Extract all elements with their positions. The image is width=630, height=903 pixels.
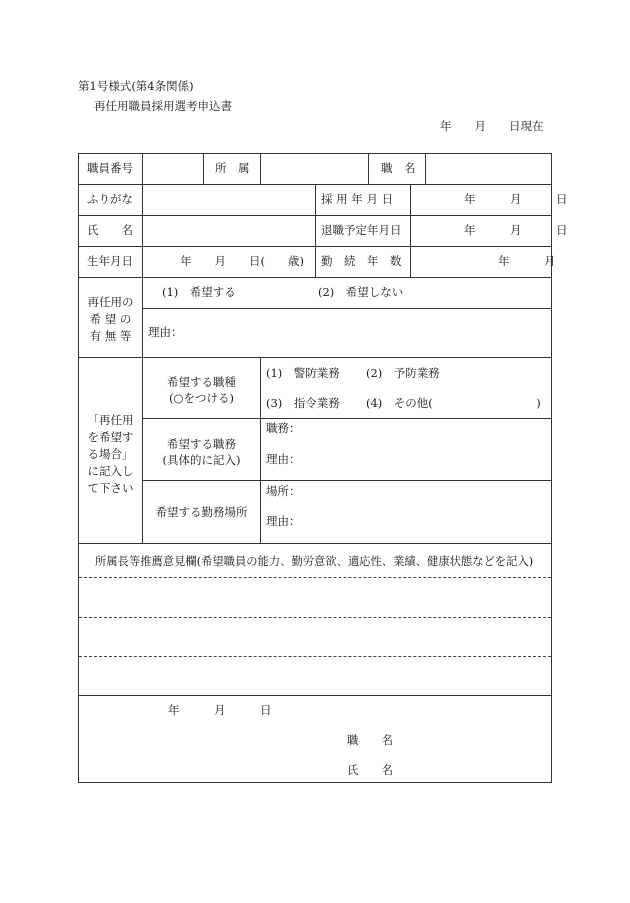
furigana-label: ふりがな bbox=[87, 192, 133, 206]
service-years-value: 年 月 bbox=[498, 254, 556, 268]
birthdate-label: 生年月日 bbox=[87, 254, 133, 268]
retire-date-label: 退職予定年月日 bbox=[321, 223, 402, 237]
place-field-label: 場所： bbox=[266, 484, 301, 498]
wish-option-yes: (1) 希望する bbox=[162, 285, 236, 299]
job-option-other: (4) その他( ) bbox=[366, 396, 541, 410]
place-reason-label: 理由： bbox=[266, 514, 301, 528]
form-number: 第1号様式(第4条関係) bbox=[78, 79, 194, 93]
as-of-date: 年 月 日現在 bbox=[440, 119, 544, 133]
hire-date-value: 年 月 日 bbox=[464, 192, 568, 206]
job-option-dispatch: (3) 指令業務 bbox=[266, 396, 340, 410]
retire-date-value: 年 月 日 bbox=[464, 223, 568, 237]
signature-name: 氏 名 bbox=[347, 763, 393, 777]
job-type-label: 希望する職種 (○をつける) bbox=[167, 375, 236, 405]
dept-label: 所 属 bbox=[215, 161, 250, 175]
wish-reason-label: 理由： bbox=[148, 325, 183, 339]
signature-position: 職 名 bbox=[347, 733, 393, 747]
job-option-prevention: (2) 予防業務 bbox=[366, 366, 440, 380]
wish-option-no: (2) 希望しない bbox=[318, 285, 404, 299]
position-label: 職 名 bbox=[381, 161, 416, 175]
employee-no-label: 職員番号 bbox=[87, 161, 133, 175]
job-option-fire-defense: (1) 警防業務 bbox=[266, 366, 340, 380]
work-place-label: 希望する勤務場所 bbox=[155, 505, 248, 519]
if-wish-label: 「再任用 を希望す る場合」 に記入し て下さい bbox=[87, 413, 134, 495]
form-title: 再任用職員採用選考申込書 bbox=[94, 99, 232, 113]
birthdate-value: 年 月 日( 歳) bbox=[180, 254, 304, 268]
recommendation-label: 所属長等推薦意見欄(希望職員の能力、勤労意欲、適応性、業績、健康状態などを記入) bbox=[95, 555, 534, 568]
duty-field-label: 職務： bbox=[266, 421, 301, 435]
duty-label: 希望する職務 (具体的に記入) bbox=[162, 437, 241, 467]
wish-label: 再任用の 希 望 の 有 無 等 bbox=[87, 295, 134, 343]
duty-reason-label: 理由： bbox=[266, 452, 301, 466]
service-years-label: 勤 続 年 数 bbox=[321, 254, 402, 268]
signature-date: 年 月 日 bbox=[168, 703, 272, 717]
name-label: 氏 名 bbox=[87, 223, 133, 237]
hire-date-label: 採 用 年 月 日 bbox=[321, 192, 394, 206]
